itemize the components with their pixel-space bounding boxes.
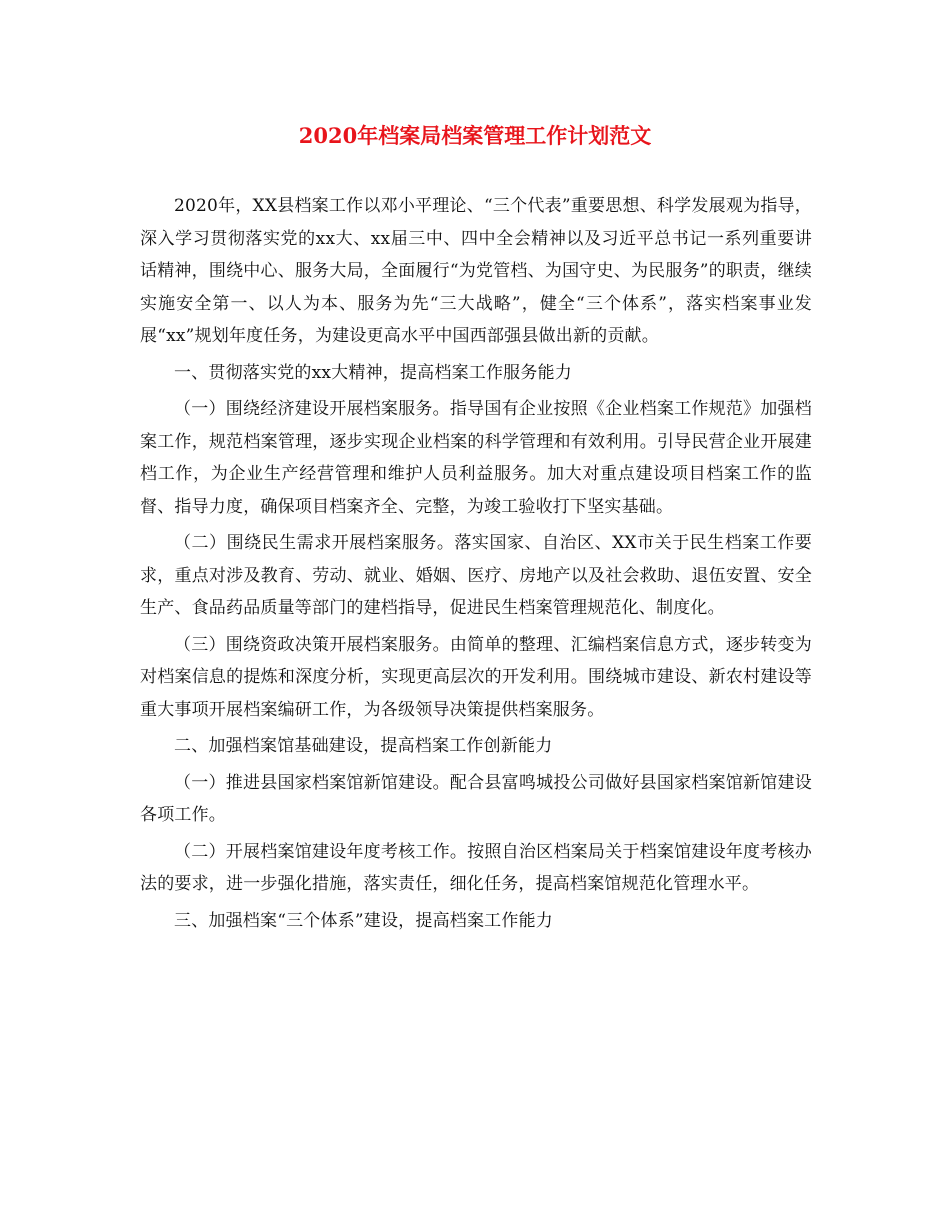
paragraph-1-1: （一）围绕经济建设开展档案服务。指导国有企业按照《企业档案工作规范》加强档案工作，规范档案管理，逐步实现企业档案的科学管理和有效利用。引导民营企业开展建档工作，为企业生产经营管理和维护人员利益服务。加大对重点建设项目档案工作的监督、指导力度，确保项目档案齐全、完整，为竣工验收打下坚实基础。: [140, 399, 812, 517]
section-heading-2: 二、加强档案馆基础建设，提高档案工作创新能力: [174, 736, 553, 756]
paragraph-2-2: （二）开展档案馆建设年度考核工作。按照自治区档案局关于档案馆建设年度考核办法的要求，进一步强化措施，落实责任，细化任务，提高档案馆规范化管理水平。: [140, 841, 812, 894]
document-body: [140, 190, 812, 941]
paragraph-2-1: （一）推进县国家档案馆新馆建设。配合县富鸣城投公司做好县国家档案馆新馆建设各项工作。: [140, 772, 812, 825]
paragraph-intro: 2020年，XX县档案工作以邓小平理论、“三个代表”重要思想、科学发展观为指导，深入学习贯彻落实党的xx大、xx届三中、四中全会精神以及习近平总书记一系列重要讲话精神，围绕中心、服务大局，全面履行“为党管档、为国守史、为民服务”的职责，继续实施安全第一、以人为本、服务为先“三大战略”，健全“三个体系”，落实档案事业发展“xx”规划年度任务，为建设更高水平中国西部强县做出新的贡献。: [140, 196, 812, 346]
paragraph-1-2: （二）围绕民生需求开展档案服务。落实国家、自治区、XX市关于民生档案工作要求，重点对涉及教育、劳动、就业、婚姻、医疗、房地产以及社会救助、退伍安置、安全生产、食品药品质量等部门的建档指导，促进民生档案管理规范化、制度化。: [140, 533, 812, 618]
paragraph-1-3: （三）围绕资政决策开展档案服务。由简单的整理、汇编档案信息方式，逐步转变为对档案信息的提炼和深度分析，实现更高层次的开发利用。围绕城市建设、新农村建设等重大事项开展档案编研工作，为各级领导决策提供档案服务。: [140, 634, 812, 720]
document-title: 2020年档案局档案管理工作计划范文: [298, 123, 652, 148]
section-heading-3: 三、加强档案“三个体系”建设，提高档案工作能力: [174, 910, 553, 931]
section-heading-1: 一、贯彻落实党的xx大精神，提高档案工作服务能力: [174, 362, 572, 383]
